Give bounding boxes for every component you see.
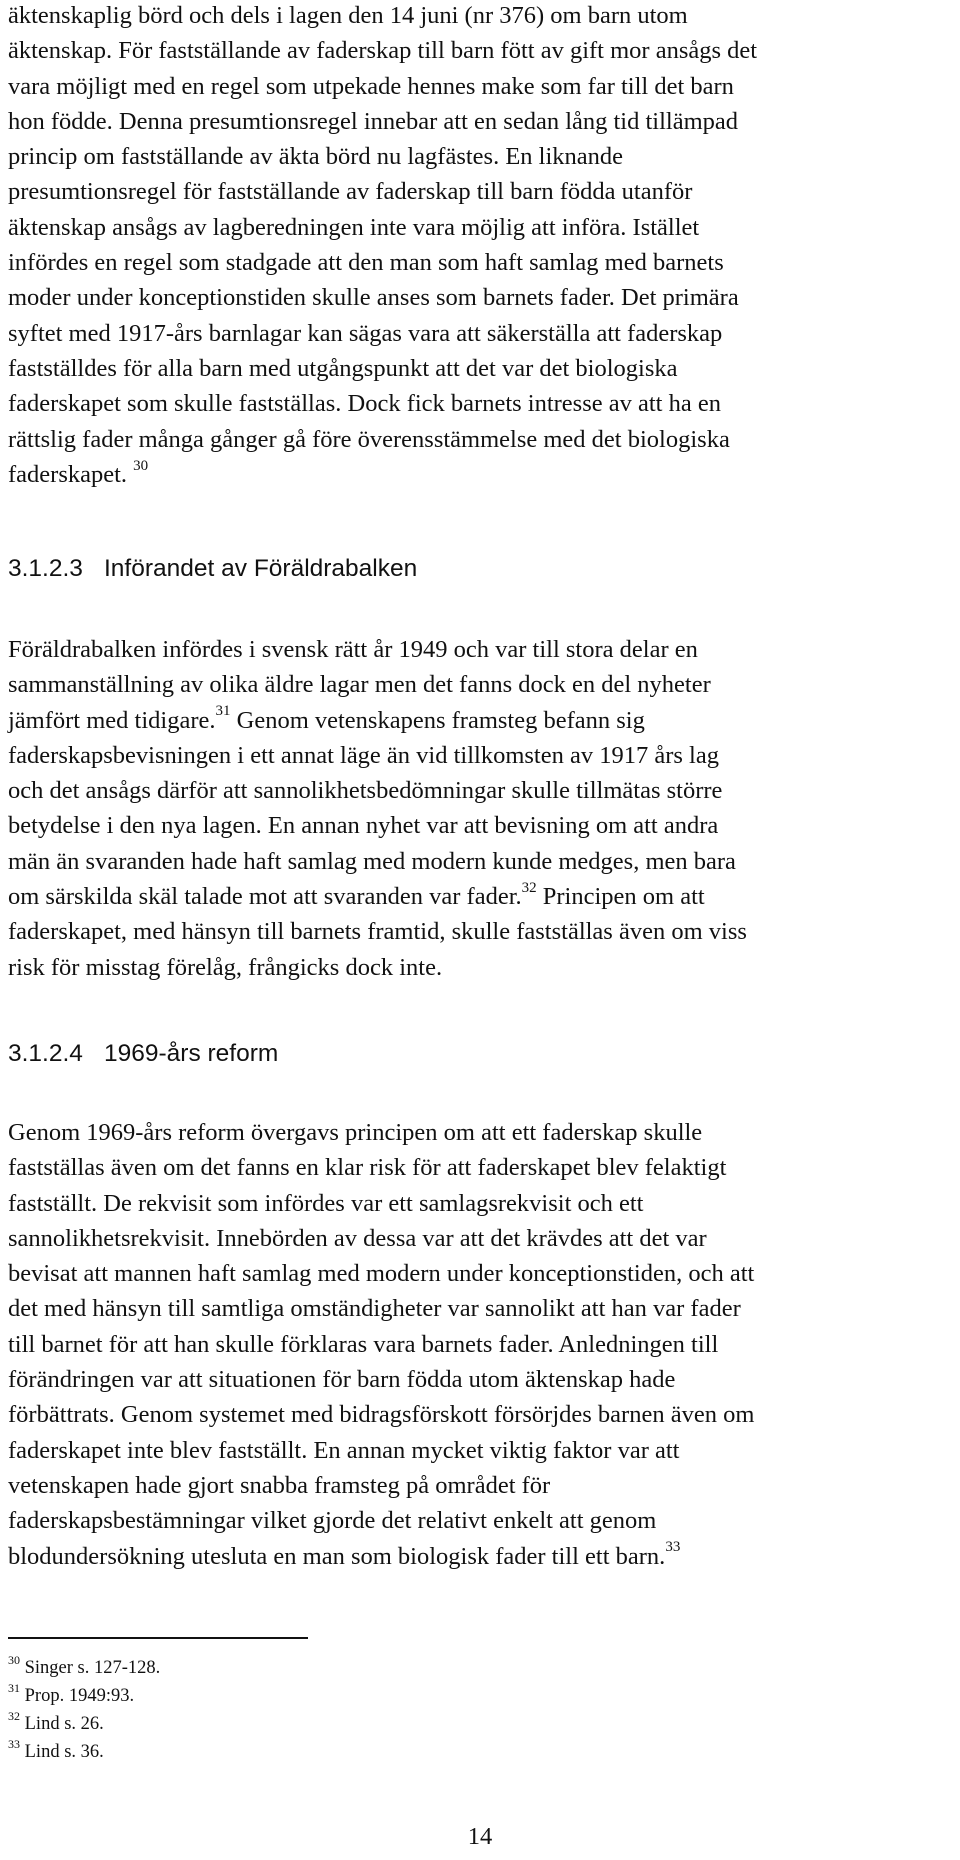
footnote-32 <box>8 1710 104 1738</box>
footnote-number: 31 <box>8 1680 20 1695</box>
footnote-separator <box>8 1637 308 1639</box>
text-line: risk för misstag förelåg, frångicks dock inte. <box>8 953 443 981</box>
text-line: vara möjligt med en regel som utpekade hennes make som far till det barn <box>8 72 734 100</box>
footnote-text: Lind s. 26. <box>24 1714 104 1734</box>
text-line: sannolikhetsrekvisit. Innebörden av dessa var att det krävdes att det var <box>8 1224 707 1252</box>
text-fragment: Genom vetenskapens framsteg befann sig <box>236 706 645 734</box>
text-line <box>8 703 948 738</box>
text-line: förändringen var att situationen för barn födda utom äktenskap hade <box>8 1366 676 1394</box>
footnote-ref-30[interactable]: 30 <box>133 457 149 474</box>
text-line: faderskapsbevisningen i ett annat läge än vid tillkomsten av 1917 års lag <box>8 741 719 769</box>
text-fragment: blodundersökning utesluta en man som biologisk fader till ett barn. <box>8 1542 666 1570</box>
text-line: män än svaranden hade haft samlag med modern kunde medges, men bara <box>8 847 736 875</box>
text-line: princip om fastställande av äkta börd nu lagfästes. En liknande <box>8 143 624 171</box>
text-line: faderskapet, med hänsyn till barnets framtid, skulle fastställas även om viss <box>8 918 747 946</box>
section-title: Införandet av Föräldrabalken <box>104 555 418 582</box>
text-fragment: faderskapet. <box>8 460 128 488</box>
footnote-text: Prop. 1949:93. <box>24 1686 135 1706</box>
text-line: infördes en regel som stadgade att den man som haft samlag med barnets <box>8 249 724 277</box>
text-line: till barnet för att han skulle förklaras vara barnets fader. Anledningen till <box>8 1330 719 1358</box>
text-line: sammanställning av olika äldre lagar men det fanns dock en del nyheter <box>8 671 711 699</box>
footnote-number: 30 <box>8 1652 20 1667</box>
text-line: faderskapsbestämningar vilket gjorde det relativt enkelt att genom <box>8 1507 657 1535</box>
text-line: fastställt. De rekvisit som infördes var ett samlagsrekvisit och ett <box>8 1189 644 1217</box>
section-number: 3.1.2.4 <box>8 1040 83 1067</box>
text-line <box>8 457 948 492</box>
text-fragment: jämfört med tidigare. <box>8 706 216 734</box>
text-line: det med hänsyn till samtliga omständigheter var sannolikt att han var fader <box>8 1295 741 1323</box>
text-fragment: om särskilda skäl talade mot att svaranden var fader. <box>8 883 522 911</box>
text-line: rättslig fader många gånger gå före överensstämmelse med det biologiska <box>8 425 730 453</box>
text-line <box>8 879 948 914</box>
footnote-ref-32[interactable]: 32 <box>521 879 537 896</box>
footnote-number: 32 <box>8 1708 20 1723</box>
footnote-number: 33 <box>8 1736 20 1751</box>
paragraph-1969-reform <box>8 1115 948 1574</box>
page-number: 14 <box>467 1823 493 1850</box>
footnote-ref-31[interactable]: 31 <box>215 703 231 720</box>
text-line: äktenskaplig börd och dels i lagen den 14 juni (nr 376) om barn utom <box>8 2 688 29</box>
text-line <box>8 1539 948 1574</box>
text-line: fastställas även om det fanns en klar risk för att faderskapet blev felaktigt <box>8 1154 727 1182</box>
footnote-30 <box>8 1654 160 1682</box>
text-line: faderskapet inte blev fastställt. En annan mycket viktig faktor var att <box>8 1436 680 1464</box>
text-line: vetenskapen hade gjort snabba framsteg på området för <box>8 1471 551 1499</box>
text-line: äktenskap ansågs av lagberedningen inte vara möjlig att införa. Istället <box>8 213 700 241</box>
paragraph-presumption-rules <box>8 0 948 492</box>
text-line: Föräldrabalken infördes i svensk rätt år 1949 och var till stora delar en <box>8 636 698 663</box>
text-line: hon födde. Denna presumtionsregel innebar att en sedan lång tid tillämpad <box>8 107 739 135</box>
section-number: 3.1.2.3 <box>8 555 83 582</box>
text-line: betydelse i den nya lagen. En annan nyhet var att bevisning om att andra <box>8 812 719 840</box>
text-line: faderskapet som skulle fastställas. Dock fick barnets intresse av att ha en <box>8 390 721 418</box>
text-line: fastställdes för alla barn med utgångspunkt att det var det biologiska <box>8 354 678 382</box>
text-line: äktenskap. För fastställande av faderskap till barn fött av gift mor ansågs det <box>8 37 758 65</box>
section-heading-1969-reform <box>8 1040 278 1068</box>
text-line: förbättrats. Genom systemet med bidragsförskott försörjdes barnen även om <box>8 1401 755 1429</box>
footnote-31 <box>8 1682 134 1710</box>
text-line: bevisat att mannen haft samlag med modern under konceptionstiden, och att <box>8 1260 755 1288</box>
text-line: moder under konceptionstiden skulle anses som barnets fader. Det primära <box>8 284 739 312</box>
footnote-text: Singer s. 127-128. <box>24 1658 161 1678</box>
text-line: Genom 1969-års reform övergavs principen om att ett faderskap skulle <box>8 1119 703 1146</box>
paragraph-foraldrabalken <box>8 632 948 985</box>
text-line: presumtionsregel för fastställande av faderskap till barn födda utanför <box>8 178 693 206</box>
text-line: syftet med 1917-års barnlagar kan sägas vara att säkerställa att faderskap <box>8 319 723 347</box>
section-title: 1969-års reform <box>104 1040 279 1067</box>
footnote-text: Lind s. 36. <box>24 1742 104 1762</box>
section-heading-foraldrabalken <box>8 555 417 583</box>
footnote-ref-33[interactable]: 33 <box>665 1539 681 1556</box>
text-fragment: Principen om att <box>542 883 705 911</box>
footnote-33 <box>8 1738 104 1766</box>
text-line: och det ansågs därför att sannolikhetsbedömningar skulle tillmätas större <box>8 777 723 805</box>
